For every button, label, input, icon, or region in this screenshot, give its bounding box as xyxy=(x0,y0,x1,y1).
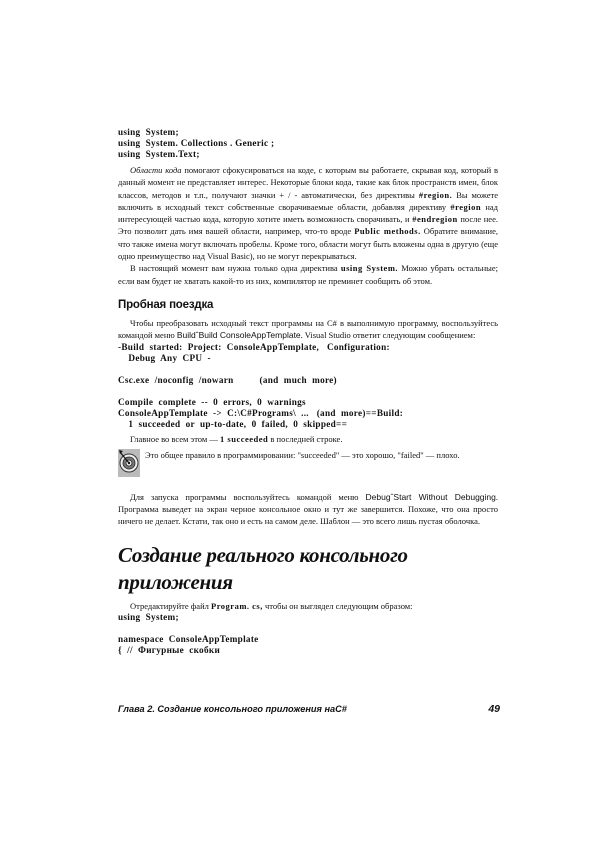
paragraph-build: Чтобы преобразовать исходный текст программы на C# в выполнимую программу, воспользуйтесь командой меню BuildˆBuild ConsoleAppTemplate. Visual Studio ответит следующим сообщением: xyxy=(118,317,498,341)
page-number: 49 xyxy=(488,703,500,715)
code-block-usings: using System; using System. Collections . Generic ; using System.Text; xyxy=(118,127,275,159)
code-block-program-cs: using System; namespace ConsoleAppTemplate { // Фигурные скобки xyxy=(118,612,259,656)
code-block-build-output: -Build started: Project: ConsoleAppTemplate, Configuration: Debug Any CPU - Csc.exe /noconfig /nowarn (and much more) Compile complete -- 0 errors, 0 warnings ConsoleAppTemplate -> C:\C#Programs\ ... (and more)==Build: 1 succeeded or up-to-date, 0 failed, 0 skipped== xyxy=(118,341,404,429)
paragraph-run-program: Для запуска программы воспользуйтесь командой меню DebugˆStart Without Debugging. Программа выведет на экран черное консольное окно и тут же завершится. Похоже, что она просто ничего не делает. Кстати, так оно и есть на самом деле. Шаблон — это всего лишь пустая оболочка. xyxy=(118,491,498,527)
paragraph-regions: Области кода помогают сфокусироваться на коде, с которым вы работаете, скрывая код, который в данный момент не представляет интерес. Некоторые блоки кода, такие как блок пространств имен, блок классов, методов и т.п., получают значки + / - автоматически, без директивы #region. Вы можете включить в исходный текст собственные сворачиваемые области, добавляя директиву #region над интересующей частью кода, которую хотите иметь возможность сворачивать, и #endregion после нее. Это позволит дать имя вашей области, например, что-то вроде Public methods. Обратите внимание, что также имена могут включать пробелы. Кроме того, области могут быть вложены одна в другую (еще одно преимущество над Visual Basic), но не могут перекрываться. xyxy=(118,165,499,262)
section-heading-real-console-app: Создание реального консольного приложения xyxy=(118,542,408,594)
tip-note-text: Это общее правило в программировании: "succeeded" — это хорошо, "failed" — плохо. xyxy=(145,449,460,460)
target-tip-icon xyxy=(118,449,140,477)
paragraph-succeeded: Главное во всем этом — 1 succeeded в последней строке. xyxy=(130,433,343,444)
paragraph-edit-file: Отредактируйте файл Program. cs, чтобы он выглядел следующим образом: xyxy=(130,600,413,611)
section-heading-test-drive: Пробная поездка xyxy=(118,298,214,311)
page-content xyxy=(118,127,498,656)
page-footer xyxy=(118,703,500,715)
chapter-title: Глава 2. Создание консольного приложения наC# xyxy=(118,704,347,714)
tip-note xyxy=(118,449,498,477)
paragraph-using-directive: В настоящий момент вам нужна только одна директива using System. Можно убрать остальные; если вам будет не хватать какой-то из них, компилятор не преминет сообщить об этом. xyxy=(118,263,498,286)
